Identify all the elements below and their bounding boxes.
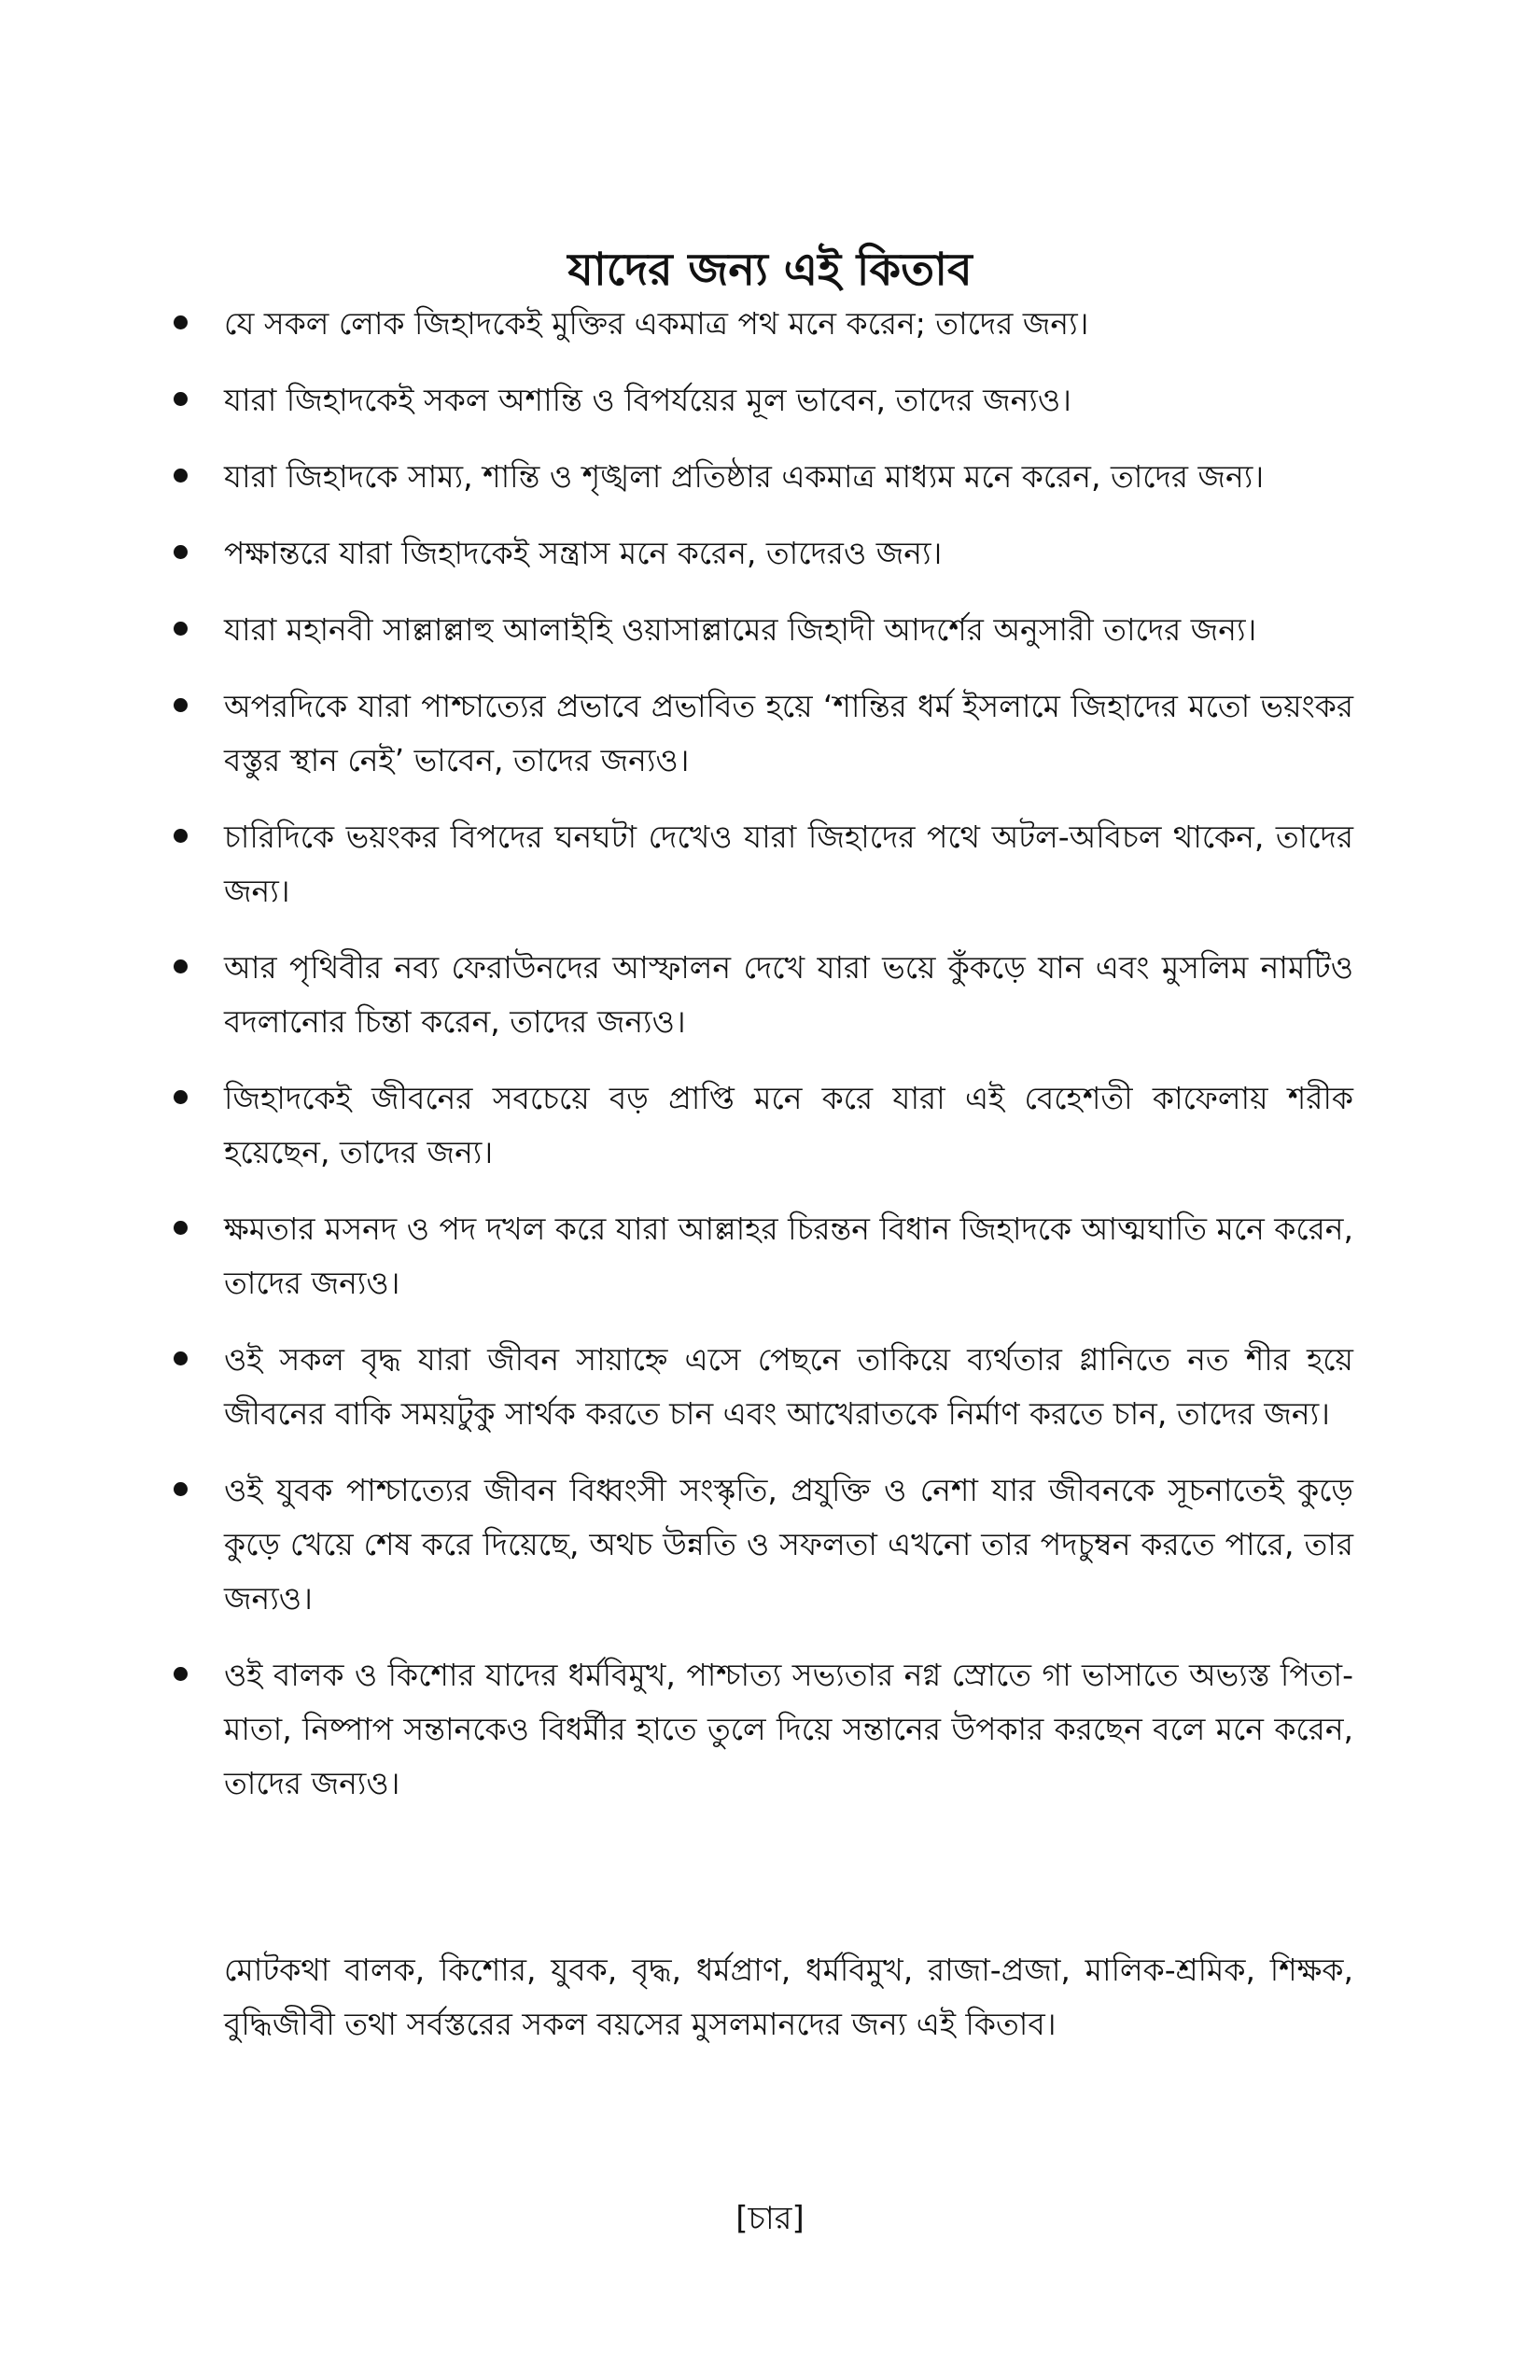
list-item-text: জিহাদকেই জীবনের সবচেয়ে বড় প্রাপ্তি মনে করে যারা এই বেহেশতী কাফেলায় শরীক হয়েছেন, তাদের জন্য। [224,1080,1353,1170]
list-item-text: অপরদিকে যারা পাশ্চাত্যের প্রভাবে প্রভাবিত হয়ে ‘শান্তির ধর্ম ইসলামে জিহাদের মতো ভয়ংকর বস্তুর স্থান নেই’ ভাবেন, তাদের জন্যও। [224,688,1353,778]
list-item-text: ওই বালক ও কিশোর যাদের ধর্মবিমুখ, পাশ্চাত্য সভ্যতার নগ্ন স্রোতে গা ভাসাতে অভ্যস্ত পিতা-মাতা, নিষ্পাপ সন্তানকেও বিধর্মীর হাতে তুলে দিয়ে সন্তানের উপকার করছেন বলে মনে করেন, তাদের জন্যও। [224,1657,1353,1801]
bullet-icon [174,1351,188,1365]
list-item [168,297,1353,351]
bullet-icon [174,1221,188,1235]
list-item-text: যে সকল লোক জিহাদকেই মুক্তির একমাত্র পথ মনে করেন; তাদের জন্য। [224,305,1089,342]
bullet-icon [174,622,188,636]
list-item [168,526,1353,581]
bullet-icon [174,1667,188,1681]
list-item-text: যারা জিহাদকে সাম্য, শান্তি ও শৃঙ্খলা প্রতিষ্ঠার একমাত্র মাধ্যম মনে করেন, তাদের জন্য। [224,458,1265,495]
summary-paragraph: মোটকথা বালক, কিশোর, যুবক, বৃদ্ধ, ধর্মপ্রাণ, ধর্মবিমুখ, রাজা-প্রজা, মালিক-শ্রমিক, শিক্ষক, বুদ্ধিজীবী তথা সর্বস্তরের সকল বয়সের মুসলমানদের জন্য এই কিতাব। [224,1952,1353,2042]
list-item [168,1648,1353,1811]
bullet-icon [174,698,188,712]
list-item [168,810,1353,918]
list-item-text: আর পৃথিবীর নব্য ফেরাউনদের আস্ফালন দেখে যারা ভয়ে কুঁকড়ে যান এবং মুসলিম নামটিও বদলানোর চিন্তা করেন, তাদের জন্যও। [224,949,1353,1040]
list-item-text: পক্ষান্তরে যারা জিহাদকেই সন্ত্রাস মনে করেন, তাদেরও জন্য। [224,535,943,571]
bullet-icon [174,315,188,329]
list-item-text: ওই সকল বৃদ্ধ যারা জীবন সায়াহ্নে এসে পেছনে তাকিয়ে ব্যর্থতার গ্লানিতে নত শীর হয়ে জীবনের বাকি সময়টুকু সার্থক করতে চান এবং আখেরাতকে নির্মাণ করতে চান, তাদের জন্য। [224,1341,1353,1432]
bullet-icon [174,469,188,483]
list-item-text: ওই যুবক পাশ্চাত্যের জীবন বিধ্বংসী সংস্কৃতি, প্রযুক্তি ও নেশা যার জীবনকে সূচনাতেই কুড়ে কুড়ে খেয়ে শেষ করে দিয়েছে, অথচ উন্নতি ও সফলতা এখনো তার পদচুম্বন করতে পারে, তার জন্যও। [224,1472,1353,1617]
list-item-text: ক্ষমতার মসনদ ও পদ দখল করে যারা আল্লাহর চিরন্তন বিধান জিহাদকে আত্মঘাতি মনে করেন, তাদের জন্যও। [224,1211,1353,1301]
list-item [168,1333,1353,1441]
list-item-text: চারিদিকে ভয়ংকর বিপদের ঘনঘটা দেখেও যারা জিহাদের পথে অটল-অবিচল থাকেন, তাদের জন্য। [224,819,1353,909]
bullet-icon [174,392,188,406]
page-number: [চার] [735,2200,805,2237]
list-item-text: যারা মহানবী সাল্লাল্লাহু আলাইহি ওয়াসাল্লামের জিহাদী আদর্শের অনুসারী তাদের জন্য। [224,611,1257,648]
bullet-icon [174,545,188,559]
dedication-list [168,297,1353,1833]
list-item-text: যারা জিহাদকেই সকল অশান্তি ও বিপর্যয়ের মূল ভাবেন, তাদের জন্যও। [224,382,1071,418]
list-item [168,679,1353,788]
bullet-icon [174,829,188,843]
list-item [168,1463,1353,1626]
bullet-icon [174,959,188,973]
list-item [168,1071,1353,1180]
bullet-icon [174,1090,188,1104]
bullet-icon [174,1482,188,1496]
page-title: যাদের জন্য এই কিতাব [567,244,973,297]
list-item [168,450,1353,504]
list-item [168,941,1353,1049]
list-item [168,373,1353,427]
list-item [168,603,1353,657]
list-item [168,1202,1353,1310]
